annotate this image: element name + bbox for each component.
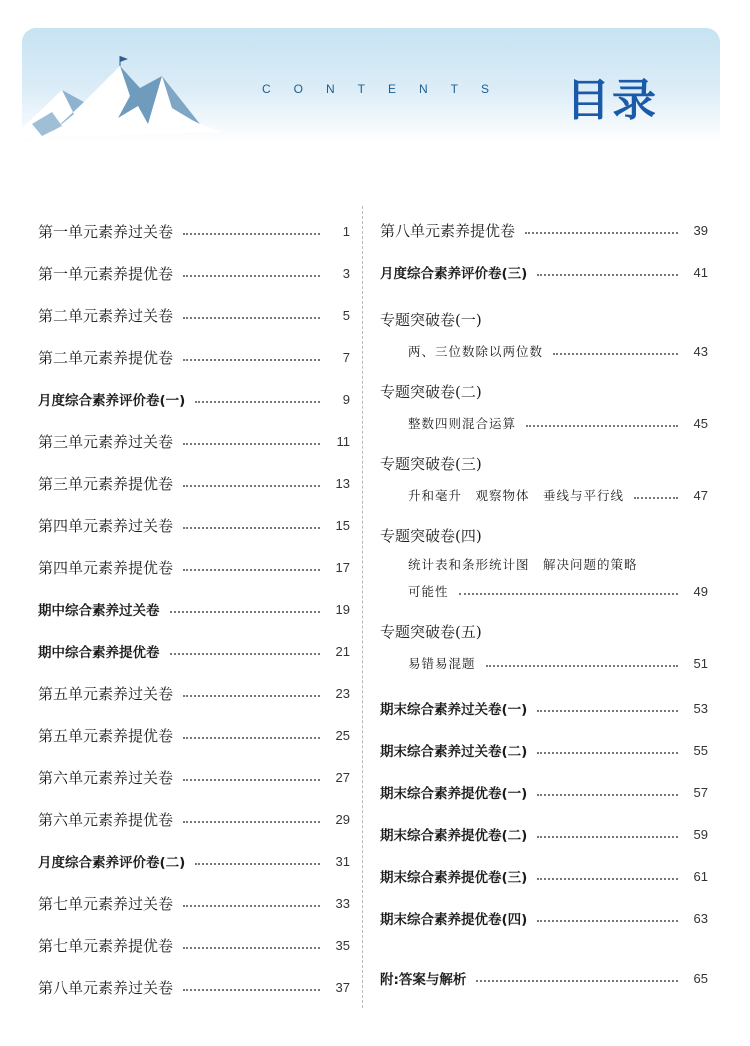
toc-entry-label: 期末综合素养过关卷(一) xyxy=(380,702,528,718)
toc-entry-label: 期末综合素养提优卷(二) xyxy=(380,828,528,844)
toc-entry-page: 61 xyxy=(693,868,708,884)
leader-dots xyxy=(459,593,678,595)
toc-entry-label: 第四单元素养提优卷 xyxy=(38,558,174,577)
toc-entry-page: 49 xyxy=(693,583,708,599)
toc-entry-page: 65 xyxy=(693,970,708,986)
leader-dots xyxy=(553,353,678,355)
leader-dots xyxy=(183,359,320,361)
leader-dots xyxy=(634,497,678,499)
topic-heading: 专题突破卷(二) xyxy=(380,383,482,401)
topic-heading: 专题突破卷(三) xyxy=(380,455,482,473)
toc-subentry[interactable] xyxy=(380,481,708,509)
toc-entry[interactable] xyxy=(38,252,350,294)
toc-entry-page: 25 xyxy=(335,727,350,743)
toc-topic-group[interactable] xyxy=(380,375,708,437)
leader-dots xyxy=(183,569,320,571)
toc-entry-page: 51 xyxy=(693,655,708,671)
toc-entry[interactable] xyxy=(380,855,708,897)
leader-dots xyxy=(170,611,321,613)
toc-entry[interactable] xyxy=(380,729,708,771)
toc-entry-page: 5 xyxy=(342,307,350,323)
toc-entry-label: 期末综合素养过关卷(二) xyxy=(380,744,528,760)
toc-entry-label: 第五单元素养过关卷 xyxy=(38,684,174,703)
toc-entry[interactable] xyxy=(38,210,350,252)
leader-dots xyxy=(525,232,678,234)
toc-entry-page: 21 xyxy=(335,643,350,659)
subentry-label: 升和毫升 观察物体 垂线与平行线 xyxy=(408,488,625,503)
contents-word: CONTENTS xyxy=(262,82,512,96)
toc-entry-page: 57 xyxy=(693,784,708,800)
toc-entry[interactable] xyxy=(380,771,708,813)
toc-entry[interactable] xyxy=(38,588,350,630)
toc-entry-page: 19 xyxy=(335,601,350,617)
toc-entry-page: 29 xyxy=(335,811,350,827)
topic-heading: 专题突破卷(一) xyxy=(380,311,482,329)
subentry-label: 整数四则混合运算 xyxy=(408,416,517,431)
toc-entry-page: 45 xyxy=(693,415,708,431)
toc-entry-label: 第六单元素养提优卷 xyxy=(38,810,174,829)
toc-entry-label: 期末综合素养提优卷(三) xyxy=(380,870,528,886)
toc-entry-label: 第三单元素养提优卷 xyxy=(38,474,174,493)
leader-dots xyxy=(537,274,678,276)
leader-dots xyxy=(195,401,320,403)
leader-dots xyxy=(537,920,678,922)
toc-entry[interactable] xyxy=(38,378,350,420)
toc-entry-label: 第一单元素养提优卷 xyxy=(38,264,174,283)
leader-dots xyxy=(183,485,320,487)
leader-dots xyxy=(526,425,678,427)
toc-entry-label: 第五单元素养提优卷 xyxy=(38,726,174,745)
subentry-label: 可能性 xyxy=(408,584,449,599)
toc-entry-page: 31 xyxy=(335,853,350,869)
toc-entry-page: 55 xyxy=(693,742,708,758)
toc-entry[interactable] xyxy=(38,546,350,588)
toc-subentry[interactable] xyxy=(380,337,708,365)
toc-entry[interactable] xyxy=(38,840,350,882)
leader-dots xyxy=(537,836,678,838)
leader-dots xyxy=(183,821,320,823)
leader-dots xyxy=(170,653,321,655)
leader-dots xyxy=(537,878,678,880)
toc-entry-page: 17 xyxy=(335,559,350,575)
toc-left-column xyxy=(38,210,350,1008)
toc-entry-label: 第二单元素养过关卷 xyxy=(38,306,174,325)
toc-entry[interactable] xyxy=(380,897,708,939)
toc-right-column xyxy=(380,209,708,999)
page-title: 目录 xyxy=(566,75,658,126)
toc-entry[interactable] xyxy=(38,714,350,756)
leader-dots xyxy=(195,863,320,865)
toc-topic-group[interactable] xyxy=(380,303,708,365)
topic-heading: 专题突破卷(四) xyxy=(380,527,482,545)
toc-entry[interactable] xyxy=(380,957,708,999)
toc-entry[interactable] xyxy=(380,251,708,293)
leader-dots xyxy=(476,980,678,982)
toc-entry-page: 9 xyxy=(342,391,350,407)
toc-entry-label: 期中综合素养提优卷 xyxy=(38,645,160,661)
leader-dots xyxy=(183,779,320,781)
toc-entry-label: 第一单元素养过关卷 xyxy=(38,222,174,241)
toc-entry-page: 1 xyxy=(342,223,350,239)
topic-heading: 专题突破卷(五) xyxy=(380,623,482,641)
toc-entry-page: 13 xyxy=(335,475,350,491)
leader-dots xyxy=(183,443,320,445)
leader-dots xyxy=(183,695,320,697)
toc-entry-page: 11 xyxy=(336,433,350,449)
toc-entry[interactable] xyxy=(38,420,350,462)
toc-entry-page: 27 xyxy=(335,769,350,785)
leader-dots xyxy=(537,710,678,712)
toc-entry[interactable] xyxy=(38,504,350,546)
toc-entry[interactable] xyxy=(38,336,350,378)
toc-entry-page: 43 xyxy=(693,343,708,359)
toc-entry[interactable] xyxy=(38,462,350,504)
mountain-illustration xyxy=(22,28,252,142)
toc-entry-page: 35 xyxy=(335,937,350,953)
toc-entry[interactable] xyxy=(38,756,350,798)
leader-dots xyxy=(183,737,320,739)
subentry-label: 两、三位数除以两位数 xyxy=(408,344,544,359)
toc-entry-page: 41 xyxy=(693,264,708,280)
leader-dots xyxy=(183,905,320,907)
toc-entry-label: 第七单元素养提优卷 xyxy=(38,936,174,955)
toc-entry-label: 第四单元素养过关卷 xyxy=(38,516,174,535)
toc-entry-page: 3 xyxy=(342,265,350,281)
toc-topic-group[interactable] xyxy=(380,519,708,605)
leader-dots xyxy=(486,665,678,667)
leader-dots xyxy=(183,233,320,235)
toc-entry[interactable] xyxy=(38,294,350,336)
toc-entry-label: 第三单元素养过关卷 xyxy=(38,432,174,451)
toc-topic-group[interactable] xyxy=(380,615,708,677)
toc-entry-label: 第八单元素养提优卷 xyxy=(380,221,516,240)
toc-entry[interactable] xyxy=(380,209,708,251)
toc-entry-label: 第七单元素养过关卷 xyxy=(38,894,174,913)
leader-dots xyxy=(183,275,320,277)
toc-entry-page: 7 xyxy=(342,349,350,365)
leader-dots xyxy=(183,989,320,991)
subentry-label: 易错易混题 xyxy=(408,656,476,671)
toc-entry-label: 月度综合素养评价卷(三) xyxy=(380,266,528,282)
leader-dots xyxy=(537,752,678,754)
leader-dots xyxy=(183,527,320,529)
toc-entry-page: 59 xyxy=(693,826,708,842)
leader-dots xyxy=(183,317,320,319)
toc-entry[interactable] xyxy=(38,966,350,1008)
toc-entry[interactable] xyxy=(38,798,350,840)
toc-entry-label: 月度综合素养评价卷(一) xyxy=(38,393,186,409)
toc-entry-label: 第六单元素养过关卷 xyxy=(38,768,174,787)
toc-entry-page: 37 xyxy=(335,979,350,995)
toc-entry-label: 期中综合素养过关卷 xyxy=(38,603,160,619)
toc-entry-page: 23 xyxy=(335,685,350,701)
toc-entry[interactable] xyxy=(38,672,350,714)
leader-dots xyxy=(537,794,678,796)
toc-entry-label: 月度综合素养评价卷(二) xyxy=(38,855,186,871)
toc-entry[interactable] xyxy=(380,687,708,729)
toc-entry-page: 63 xyxy=(693,910,708,926)
toc-entry[interactable] xyxy=(38,882,350,924)
toc-entry-label: 第八单元素养过关卷 xyxy=(38,978,174,997)
toc-topic-group[interactable] xyxy=(380,447,708,509)
toc-entry-label: 期末综合素养提优卷(四) xyxy=(380,912,528,928)
column-divider xyxy=(362,206,363,1008)
toc-entry-label: 附:答案与解析 xyxy=(380,972,467,988)
toc-entry-page: 15 xyxy=(335,517,350,533)
toc-entry-page: 33 xyxy=(335,895,350,911)
toc-entry[interactable] xyxy=(380,813,708,855)
toc-subentry[interactable] xyxy=(380,409,708,437)
subentry-label: 统计表和条形统计图 解决问题的策略 xyxy=(408,557,638,572)
toc-entry-page: 47 xyxy=(693,487,708,503)
toc-entry-label: 期末综合素养提优卷(一) xyxy=(380,786,528,802)
header-banner xyxy=(22,28,720,142)
toc-subentry[interactable] xyxy=(380,649,708,677)
toc-entry[interactable] xyxy=(38,630,350,672)
toc-entry[interactable] xyxy=(38,924,350,966)
toc-subentry[interactable] xyxy=(380,577,708,605)
leader-dots xyxy=(183,947,320,949)
toc-entry-page: 53 xyxy=(693,700,708,716)
toc-entry-label: 第二单元素养提优卷 xyxy=(38,348,174,367)
toc-entry-page: 39 xyxy=(693,222,708,238)
